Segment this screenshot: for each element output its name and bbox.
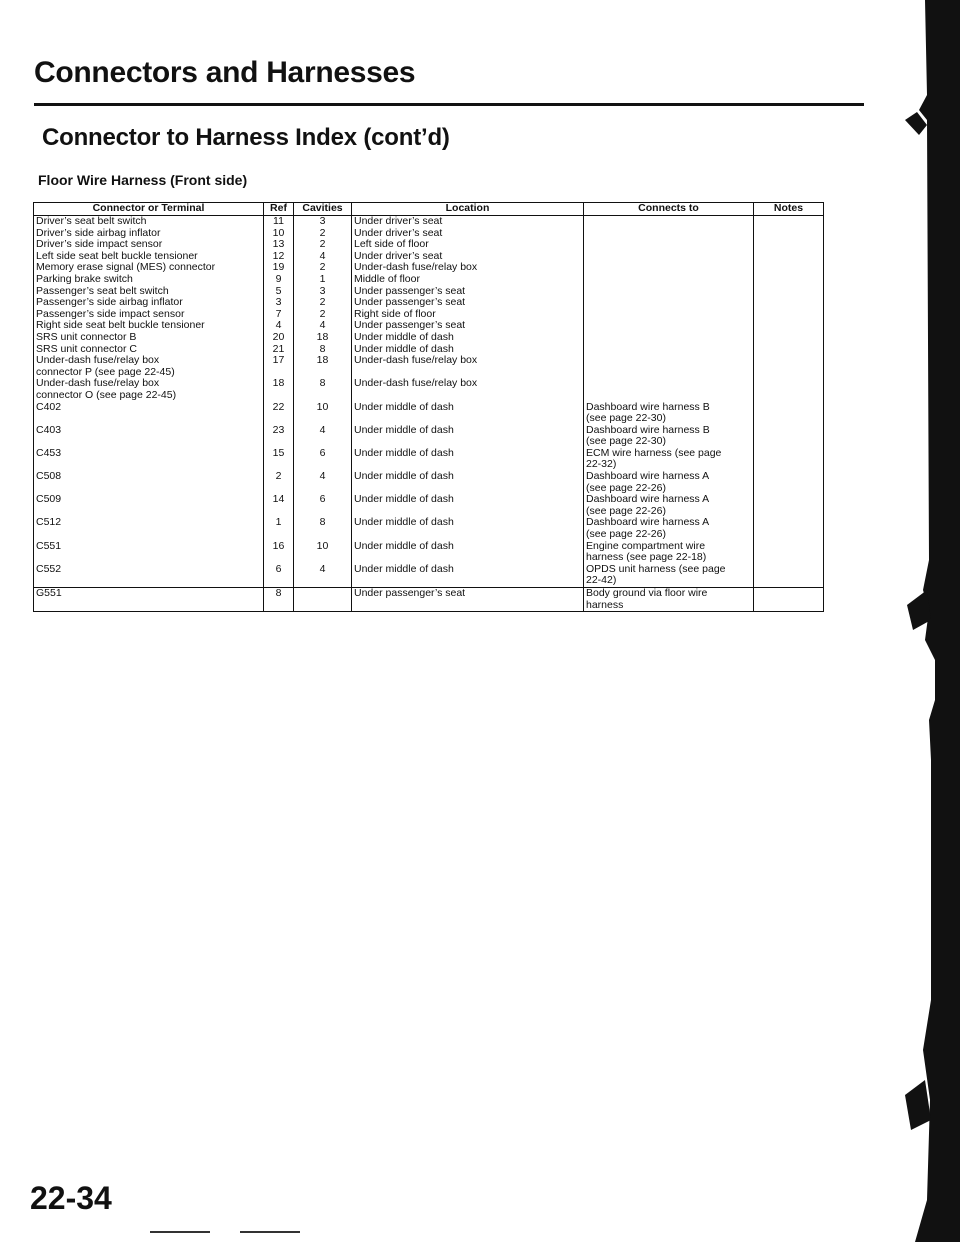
connector-index-table [33,202,824,612]
g551-ref [264,588,294,612]
list-item: Parking brake switch [36,272,133,285]
list-item: 10 [316,400,329,413]
g551-connects-to [584,588,754,612]
harness-section-label: Floor Wire Harness (Front side) [38,172,248,188]
list-item: Under middle of dash [354,470,454,483]
list-item: C402 [36,400,62,413]
list-item: 2 [319,307,326,320]
group2-connectors [34,402,264,588]
g551-cavities [294,588,352,612]
list-item: Under passenger’s seat [354,284,466,297]
list-item: Under driver’s seat [354,215,443,227]
list-item: Driver’s side airbag inflator [36,226,161,239]
list-item: connector O (see page 22-45) [36,388,177,401]
list-item: Under middle of dash [354,562,454,575]
list-item: 3 [319,215,326,227]
list-item: Passenger’s seat belt switch [36,284,169,297]
col-location: Location [352,203,584,216]
list-item: 23 [272,423,285,436]
list-item: OPDS unit harness (see page [586,562,726,575]
table-header-row [34,203,824,216]
list-item: 8 [275,587,282,599]
list-item: 5 [275,284,282,297]
list-item: 2 [319,226,326,239]
group1-connectors [34,216,264,402]
list-item: 19 [272,261,285,274]
list-item: 8 [319,516,326,529]
list-item: 22 [272,400,285,413]
group2-refs [264,402,294,588]
col-ref: Ref [264,203,294,216]
list-item: C453 [36,446,62,459]
list-item: 12 [272,249,285,262]
list-item: 21 [272,342,285,355]
list-item: (see page 22-30) [586,435,666,448]
list-item: 1 [319,272,326,285]
list-item: Passenger’s side impact sensor [36,307,185,320]
table-row-g551 [34,588,824,612]
group1-cavities [294,216,352,402]
list-item: 2 [319,238,326,251]
list-item: ECM wire harness (see page [586,446,722,459]
list-item: Under middle of dash [354,493,454,506]
col-cavities: Cavities [294,203,352,216]
list-item: Right side of floor [354,307,436,320]
list-item: Under-dash fuse/relay box [36,354,160,367]
list-item: 6 [319,446,326,459]
list-item: 4 [319,423,326,436]
list-item: 2 [319,261,326,274]
list-item: 22-42) [586,574,617,587]
list-item: SRS unit connector B [36,330,137,343]
list-item: 1 [275,516,282,529]
list-item: connector P (see page 22-45) [36,365,175,378]
footer-divider [150,1231,210,1233]
col-connector: Connector or Terminal [34,203,264,216]
group1-refs [264,216,294,402]
list-item: harness [586,598,624,611]
list-item: 6 [319,493,326,506]
footer-divider [240,1231,300,1233]
list-item: Under driver’s seat [354,226,443,239]
list-item: Under passenger’s seat [354,319,466,332]
list-item: Left side seat belt buckle tensioner [36,249,198,262]
list-item: Body ground via floor wire [586,587,708,599]
list-item: C512 [36,516,62,529]
list-item: (see page 22-26) [586,481,666,494]
list-item: 7 [275,307,282,320]
list-item: 18 [316,330,329,343]
list-item: Under passenger’s seat [354,296,466,309]
list-item: 2 [319,296,326,309]
list-item: Under middle of dash [354,516,454,529]
list-item: C552 [36,562,62,575]
list-item: Under-dash fuse/relay box [354,377,478,390]
list-item: 4 [319,470,326,483]
list-item: 4 [319,562,326,575]
page-number: 22-34 [30,1180,112,1216]
list-item: Memory erase signal (MES) connector [36,261,216,274]
list-item: C551 [36,539,62,552]
list-item: Dashboard wire harness A [586,470,710,483]
list-item: Driver’s seat belt switch [36,215,147,227]
list-item: 17 [272,354,285,367]
table-row-group-1 [34,216,824,402]
list-item: 2 [275,470,282,483]
list-item: Middle of floor [354,272,420,285]
group1-notes [754,216,824,402]
list-item: Under middle of dash [354,342,454,355]
list-item: Under middle of dash [354,446,454,459]
list-item: (see page 22-26) [586,528,666,541]
list-item: Under-dash fuse/relay box [36,377,160,390]
list-item: Under passenger’s seat [354,587,466,599]
list-item: Under middle of dash [354,330,454,343]
group2-locations [352,402,584,588]
list-item: Under middle of dash [354,423,454,436]
group1-connects-to [584,216,754,402]
list-item: Under driver’s seat [354,249,443,262]
list-item: Left side of floor [354,238,429,251]
list-item: 11 [273,215,284,227]
list-item: Dashboard wire harness B [586,400,710,413]
list-item: Dashboard wire harness A [586,516,710,529]
list-item: Under middle of dash [354,539,454,552]
g551-location [352,588,584,612]
list-item: Right side seat belt buckle tensioner [36,319,205,332]
list-item: 4 [319,249,326,262]
list-item: SRS unit connector C [36,342,137,355]
list-item: 4 [275,319,282,332]
list-item: Passenger’s side airbag inflator [36,296,183,309]
list-item: 9 [275,272,282,285]
page-edge-graphic [905,0,960,1242]
g551-notes [754,588,824,612]
table-row-group-2 [34,402,824,588]
list-item: Driver’s side impact sensor [36,238,163,251]
list-item: 3 [275,296,282,309]
list-item: C403 [36,423,62,436]
group2-notes [754,402,824,588]
list-item: 18 [272,377,285,390]
list-item: 14 [272,493,285,506]
list-item: Dashboard wire harness A [586,493,710,506]
list-item: 6 [275,562,282,575]
title-rule [34,103,864,106]
section-subtitle: Connector to Harness Index (cont’d) [42,124,450,151]
page-title: Connectors and Harnesses [34,56,416,89]
list-item [296,390,349,402]
list-item: C509 [36,493,62,506]
list-item: C508 [36,470,62,483]
list-item: harness (see page 22-18) [586,551,707,564]
col-notes: Notes [754,203,824,216]
list-item: Dashboard wire harness B [586,423,710,436]
list-item: (see page 22-30) [586,412,666,425]
list-item: 10 [316,539,329,552]
group2-cavities [294,402,352,588]
list-item: Under-dash fuse/relay box [354,354,478,367]
list-item: 20 [272,330,285,343]
col-connects-to: Connects to [584,203,754,216]
list-item: Under-dash fuse/relay box [354,261,478,274]
list-item: Under middle of dash [354,400,454,413]
list-item: 3 [319,284,326,297]
list-item: 10 [272,226,285,239]
list-item: 15 [272,446,285,459]
list-item: 4 [319,319,326,332]
list-item [266,390,291,402]
list-item: (see page 22-26) [586,504,666,517]
list-item: 13 [272,238,285,251]
list-item: G551 [36,587,62,599]
list-item: 22-32) [586,458,617,471]
group1-locations [352,216,584,402]
list-item [354,390,581,402]
list-item: 16 [272,539,285,552]
list-item: 8 [319,342,326,355]
list-item: 18 [316,354,329,367]
list-item: 8 [319,377,326,390]
connector-index-table-wrap [33,202,823,612]
group2-connects-to [584,402,754,588]
list-item: Engine compartment wire [586,539,706,552]
g551-connector [34,588,264,612]
